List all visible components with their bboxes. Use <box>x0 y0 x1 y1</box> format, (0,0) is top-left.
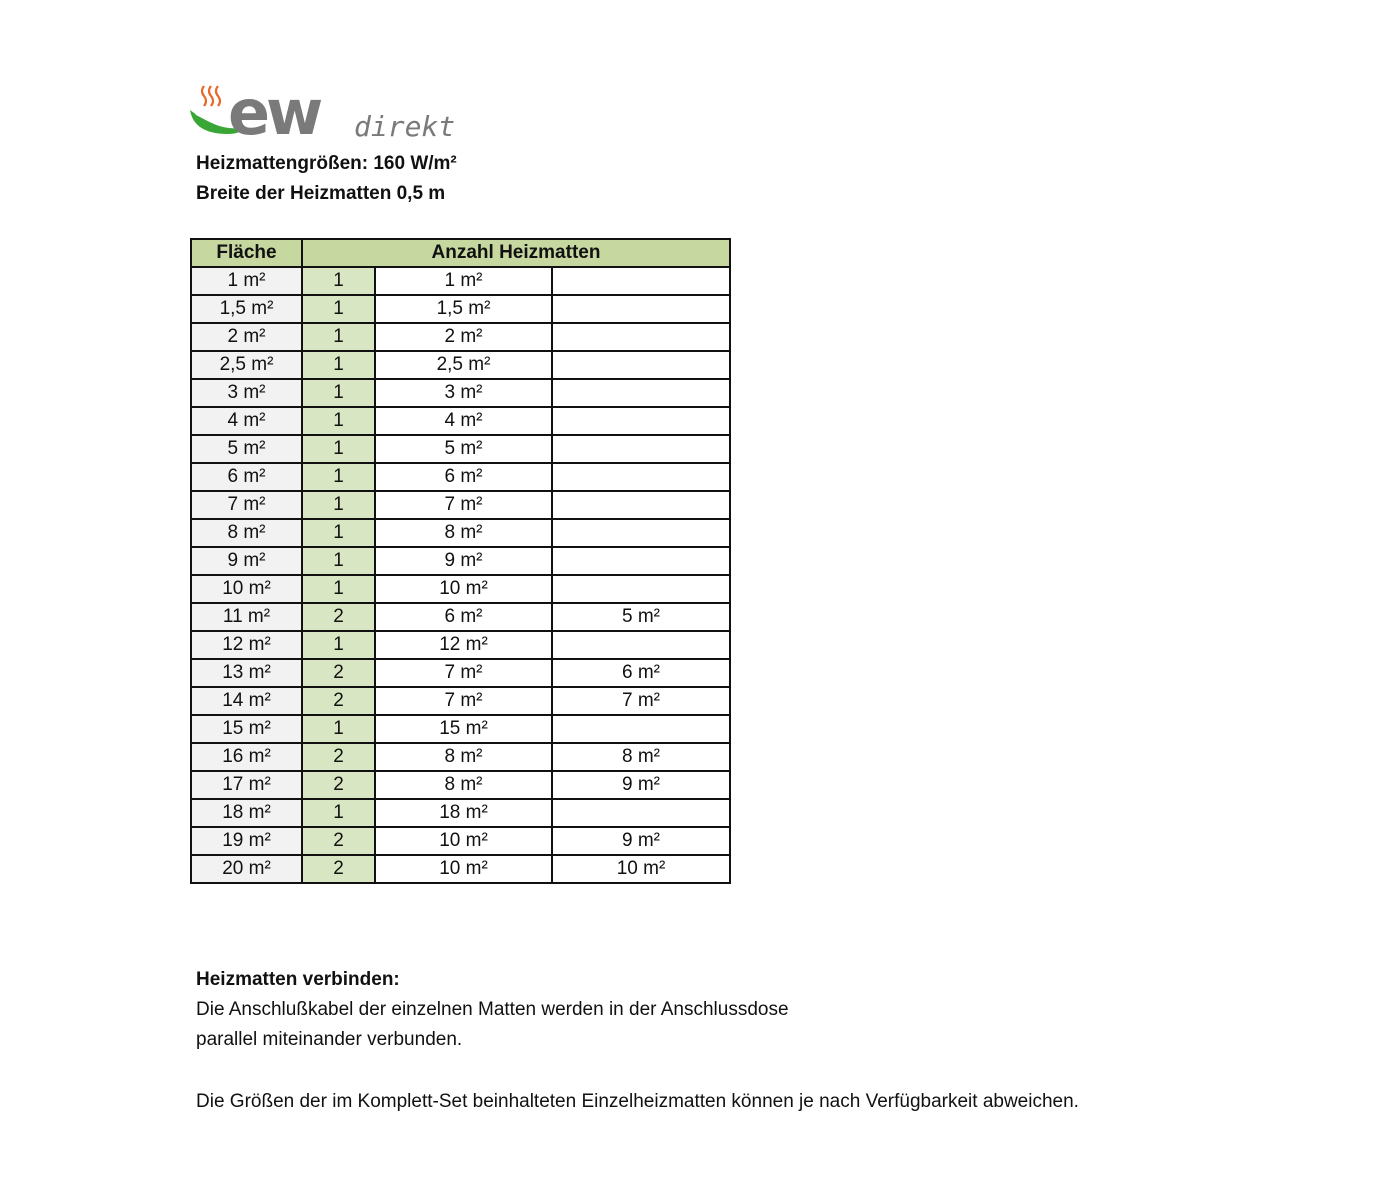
mat-count-cell: 1 <box>302 715 375 743</box>
header-area: Fläche <box>191 239 302 267</box>
mat-size-1-cell: 6 m² <box>375 463 552 491</box>
mat-size-2-cell <box>552 575 730 603</box>
mat-count-cell: 1 <box>302 519 375 547</box>
area-cell: 3 m² <box>191 379 302 407</box>
table-row <box>191 687 730 715</box>
logo-brand-text: ew <box>228 84 320 144</box>
mat-size-2-cell <box>552 407 730 435</box>
area-cell: 13 m² <box>191 659 302 687</box>
mat-size-1-cell: 15 m² <box>375 715 552 743</box>
heat-wave-icon <box>202 86 206 106</box>
mat-count-cell: 2 <box>302 827 375 855</box>
connect-text-line-2: parallel miteinander verbunden. <box>196 1029 463 1050</box>
mat-count-cell: 2 <box>302 771 375 799</box>
table-row <box>191 351 730 379</box>
header-mat-count: Anzahl Heizmatten <box>302 239 730 267</box>
mat-size-1-cell: 2,5 m² <box>375 351 552 379</box>
mat-count-cell: 1 <box>302 295 375 323</box>
mat-count-cell: 1 <box>302 351 375 379</box>
area-cell: 20 m² <box>191 855 302 883</box>
mat-count-cell: 2 <box>302 603 375 631</box>
mat-count-cell: 2 <box>302 855 375 883</box>
mat-size-2-cell: 9 m² <box>552 771 730 799</box>
table-row <box>191 519 730 547</box>
mat-count-cell: 1 <box>302 799 375 827</box>
table-row <box>191 323 730 351</box>
mat-count-cell: 1 <box>302 575 375 603</box>
area-cell: 9 m² <box>191 547 302 575</box>
table-row <box>191 743 730 771</box>
mat-size-1-cell: 5 m² <box>375 435 552 463</box>
mat-size-1-cell: 12 m² <box>375 631 552 659</box>
mat-size-1-cell: 7 m² <box>375 659 552 687</box>
mat-size-2-cell <box>552 799 730 827</box>
mat-size-1-cell: 10 m² <box>375 855 552 883</box>
area-cell: 4 m² <box>191 407 302 435</box>
mat-size-2-cell <box>552 547 730 575</box>
heat-wave-icon <box>209 86 213 106</box>
area-cell: 15 m² <box>191 715 302 743</box>
table-row <box>191 715 730 743</box>
mat-size-1-cell: 2 m² <box>375 323 552 351</box>
mat-size-1-cell: 7 m² <box>375 491 552 519</box>
mat-size-2-cell: 9 m² <box>552 827 730 855</box>
mat-count-cell: 1 <box>302 323 375 351</box>
area-cell: 19 m² <box>191 827 302 855</box>
table-row <box>191 435 730 463</box>
table-row <box>191 827 730 855</box>
mat-size-2-cell <box>552 491 730 519</box>
area-cell: 1,5 m² <box>191 295 302 323</box>
table-row <box>191 547 730 575</box>
area-cell: 11 m² <box>191 603 302 631</box>
mat-size-1-cell: 8 m² <box>375 743 552 771</box>
table-body <box>191 267 730 883</box>
area-cell: 1 m² <box>191 267 302 295</box>
mat-size-2-cell <box>552 295 730 323</box>
area-cell: 8 m² <box>191 519 302 547</box>
table-row <box>191 603 730 631</box>
mat-size-1-cell: 3 m² <box>375 379 552 407</box>
heating-mat-table <box>190 238 731 884</box>
mat-size-2-cell <box>552 267 730 295</box>
table-row <box>191 771 730 799</box>
table-row <box>191 379 730 407</box>
logo-sub-text: direkt <box>354 110 456 143</box>
connect-title: Heizmatten verbinden: <box>196 969 400 990</box>
area-cell: 12 m² <box>191 631 302 659</box>
mat-size-2-cell <box>552 351 730 379</box>
area-cell: 14 m² <box>191 687 302 715</box>
mat-size-2-cell: 6 m² <box>552 659 730 687</box>
mat-size-1-cell: 10 m² <box>375 575 552 603</box>
mat-size-2-cell: 8 m² <box>552 743 730 771</box>
area-cell: 5 m² <box>191 435 302 463</box>
logo-graphic <box>188 84 468 144</box>
mat-count-cell: 1 <box>302 547 375 575</box>
mat-size-2-cell <box>552 715 730 743</box>
table-row <box>191 491 730 519</box>
table-row <box>191 631 730 659</box>
mat-size-1-cell: 8 m² <box>375 519 552 547</box>
mat-size-1-cell: 4 m² <box>375 407 552 435</box>
area-cell: 6 m² <box>191 463 302 491</box>
power-heading: Heizmattengrößen: 160 W/m² <box>196 153 457 174</box>
mat-count-cell: 1 <box>302 379 375 407</box>
mat-size-1-cell: 9 m² <box>375 547 552 575</box>
mat-count-cell: 1 <box>302 407 375 435</box>
mat-size-2-cell <box>552 379 730 407</box>
table-row <box>191 295 730 323</box>
mat-size-1-cell: 6 m² <box>375 603 552 631</box>
area-cell: 16 m² <box>191 743 302 771</box>
table-row <box>191 463 730 491</box>
table-header-row <box>191 239 730 267</box>
mat-size-2-cell <box>552 519 730 547</box>
mat-size-1-cell: 1,5 m² <box>375 295 552 323</box>
mat-size-1-cell: 7 m² <box>375 687 552 715</box>
mat-size-2-cell: 10 m² <box>552 855 730 883</box>
table-row <box>191 407 730 435</box>
table-row <box>191 659 730 687</box>
mat-count-cell: 1 <box>302 435 375 463</box>
mat-count-cell: 2 <box>302 687 375 715</box>
heat-wave-icon <box>216 86 220 106</box>
mat-size-2-cell <box>552 463 730 491</box>
mat-count-cell: 1 <box>302 267 375 295</box>
mat-size-2-cell: 7 m² <box>552 687 730 715</box>
mat-size-2-cell: 5 m² <box>552 603 730 631</box>
area-cell: 18 m² <box>191 799 302 827</box>
width-heading: Breite der Heizmatten 0,5 m <box>196 183 446 204</box>
area-cell: 2 m² <box>191 323 302 351</box>
area-cell: 10 m² <box>191 575 302 603</box>
mat-size-1-cell: 8 m² <box>375 771 552 799</box>
mat-size-1-cell: 18 m² <box>375 799 552 827</box>
table-row <box>191 799 730 827</box>
area-cell: 17 m² <box>191 771 302 799</box>
mat-size-2-cell <box>552 323 730 351</box>
connect-text-line-1: Die Anschlußkabel der einzelnen Matten werden in der Anschlussdose <box>196 999 789 1020</box>
area-cell: 7 m² <box>191 491 302 519</box>
table-row <box>191 575 730 603</box>
ew-direkt-logo <box>188 84 468 144</box>
mat-size-1-cell: 1 m² <box>375 267 552 295</box>
mat-count-cell: 1 <box>302 491 375 519</box>
area-cell: 2,5 m² <box>191 351 302 379</box>
mat-count-cell: 1 <box>302 463 375 491</box>
mat-size-1-cell: 10 m² <box>375 827 552 855</box>
mat-size-2-cell <box>552 435 730 463</box>
mat-size-2-cell <box>552 631 730 659</box>
table-row <box>191 855 730 883</box>
mat-count-cell: 1 <box>302 631 375 659</box>
table-row <box>191 267 730 295</box>
mat-count-cell: 2 <box>302 659 375 687</box>
mat-count-cell: 2 <box>302 743 375 771</box>
availability-note: Die Größen der im Komplett-Set beinhalteten Einzelheizmatten können je nach Verfügbarkeit abweichen. <box>196 1091 1079 1112</box>
